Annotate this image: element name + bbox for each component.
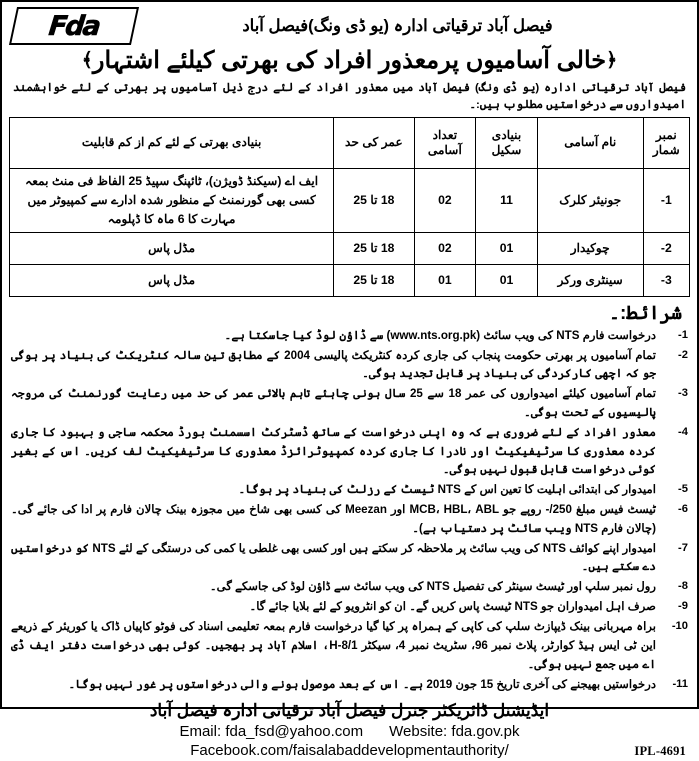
cell-qualification: مڈل پاس [10,232,334,264]
website-value[interactable]: fda.gov.pk [451,722,520,740]
page-title [82,46,618,76]
condition-text: معذور افراد کے لئے ضروری ہے کہ وہ اپنی درخواست کے ساتھ ڈسٹرکٹ اسسمنٹ بورڈ محکمہ ساجی و بہبود کا جاری کردہ معذوری کا سرٹیفیکیٹ اور نادرا کا جاری کردہ کمپیوٹرائزڈ معذوری کا سرٹیفیکیٹ لف کریں۔ اس کے بغیر کوئی درخواست قابل قبول نہیں ہوگی۔ [11,426,656,477]
organization-name: فیصل آباد ترقیاتی ادارہ (یو ڈی ونگ)فیصل آباد [242,17,553,35]
email-label: Email: [179,722,222,740]
column-header-number: تعداد آسامی [414,118,476,169]
condition-item [11,327,688,346]
fda-logo [9,7,139,45]
condition-number: 7- [678,541,688,554]
cell-number: 01 [414,264,476,296]
cell-scale: 01 [476,264,538,296]
column-header-serial: نمبر شمار [643,118,689,169]
vacancies-table [9,117,690,297]
intro-paragraph: فیصل آباد ترقیاتی ادارہ (یو ڈی ونگ) فیصل آباد میں معذور افراد کے لئے درج ذیل آسامیوں پر بھرتی کے لئے خواہشمند امیدواروں سے درخواستیں مطلوب ہیں:۔ [13,82,686,111]
condition-number: 2- [678,348,688,361]
title-banner [9,46,690,76]
condition-text: درخواستیں بھیجنے کی آخری تاریخ 15 جون 2019 ہے۔ اس کے بعد موصول ہونے والی درخواستوں پر غور نہیں ہوگا۔ [68,677,656,691]
cell-number: 02 [414,232,476,264]
conditions-list [9,327,690,696]
cell-age: 18 تا 25 [334,264,414,296]
column-header-age: عمر کی حد [334,118,414,169]
condition-text: تمام آسامیوں پر بھرتی حکومت پنجاب کی جاری کردہ کنٹریکٹ پالیسی 2004 کے مطابق تین سالہ کنٹریکٹ کی بنیاد پر ہوگی جو کہ اچھی کارکردگی کی بنیاد پر قابل تجدید ہوگی۔ [11,348,656,381]
table-row [10,169,690,233]
email-value[interactable]: fda_fsd@yahoo.com [225,722,364,740]
website-entry [389,723,519,740]
conditions-heading: شرائط:۔ [608,302,682,324]
condition-item [11,385,688,422]
cell-scale: 01 [476,232,538,264]
condition-item [11,618,688,674]
condition-number: 5- [678,483,688,496]
cell-post: جونیئر کلرک [537,169,643,233]
fda-logo-text: Fda [47,10,101,42]
condition-number: 9- [678,600,688,613]
table-row [10,232,690,264]
email-entry [179,723,363,740]
cell-serial: 1- [643,169,689,233]
condition-item [11,598,688,617]
facebook-link[interactable]: Facebook.com/faisalabaddevelopmentauthority/ [190,741,509,759]
condition-number: 4- [678,426,688,439]
header [9,7,690,45]
cell-serial: 2- [643,232,689,264]
website-label: Website: [389,722,448,740]
cell-post: سینٹری ورکر [537,264,643,296]
cell-age: 18 تا 25 [334,169,414,233]
condition-text: امیدوار اپنے کوائف NTS کی ویب سائٹ پر ملاحظہ کر سکتے ہیں اور کسی بھی غلطی یا کمی کی درستگی کے لئے NTS کو درخواستیں دے سکتے ہیں۔ [11,541,657,574]
condition-item [11,540,688,577]
ornament-right-icon: ﴾ [81,50,93,71]
ornament-left-icon: ﴿ [606,50,618,71]
footer [9,696,690,761]
condition-item [11,347,688,384]
condition-item [11,578,688,597]
condition-item [11,424,688,480]
condition-number: 6- [678,503,688,516]
signature-line: ایڈیشنل ڈائریکٹر جنرل فیصل آباد ترقیاتی ادارہ فیصل آباد [149,700,550,720]
table-header-row [10,118,690,169]
cell-qualification: ایف اے (سیکنڈ ڈویژن)، ٹائپنگ سپیڈ 25 الفاظ فی منٹ بمعہ کسی بھی گورنمنٹ کے منظور شدہ ادارے سے کمپیوٹر میں مہارت کا 6 ماہ کا ڈپلومہ [10,169,334,233]
column-header-scale: بنیادی سکیل [476,118,538,169]
cell-scale: 11 [476,169,538,233]
condition-number: 1- [678,328,688,341]
condition-number: 10- [671,620,688,633]
cell-serial: 3- [643,264,689,296]
page-title-text: خالی آسامیوں پرمعذور افراد کی بھرتی کیلئے اشتہار [92,47,607,74]
condition-number: 3- [678,387,688,400]
contact-row [9,723,690,740]
column-header-qualification: بنیادی بھرتی کے لئے کم از کم قابلیت [10,118,334,169]
table-row [10,264,690,296]
cell-age: 18 تا 25 [334,232,414,264]
cell-number: 02 [414,169,476,233]
cell-post: چوکیدار [537,232,643,264]
condition-text: براہ مہربانی بینک ڈیپازٹ سلپ کی کاپی کے ہمراہ پر کیا گیا درخواست فارم بمعہ تعلیمی اسناد کی فوٹو کاپیاں ڈاک یا کوریئر کے ذریعے این ٹی ایس ہیڈ کوارٹر، پلاٹ نمبر 96، سٹریٹ نمبر 4، سیکٹر H-8/1، اسلام آباد پر بھجیں۔ کوئی بھی درخواست دفتر ایف ڈی اے میں جمع نہیں ہوگی۔ [11,620,656,671]
column-header-post: نام آسامی [537,118,643,169]
facebook-row [9,742,690,759]
condition-item [11,501,688,538]
reference-code: IPL-4691 [634,743,686,758]
condition-text: تمام آسامیوں کیلئے امیدواروں کی عمر 18 سے 25 سال ہونی چاہئے تاہم بالائی عمر کی حد میں رعایت گورنمنٹ کی مروجہ پالیسیوں کے تحت ہوگی۔ [11,387,657,419]
condition-item [11,481,688,500]
condition-number: 11- [672,677,688,690]
cell-qualification: مڈل پاس [10,264,334,296]
condition-text: درخواست فارم NTS کی ویب سائٹ (www.nts.org.pk) سے ڈاؤن لوڈ کیا جاسکتا ہے۔ [224,328,656,342]
condition-item [11,676,688,695]
condition-text: ٹیسٹ فیس مبلغ 250/- روپے جو MCB، HBL، ABL اور Meezan کی کسی بھی شاخ میں مجوزہ بینک چالان فارم پر ادا کی جائے گی۔ (چالان فارم NTS ویب سائٹ پر دستیاب ہے)۔ [11,503,657,535]
condition-number: 8- [678,580,688,593]
condition-text: رول نمبر سلپ اور ٹیسٹ سینٹر کی تفصیل NTS کی ویب سائٹ سے ڈاؤن لوڈ کی جاسکے گی۔ [209,580,656,594]
condition-text: امیدوار کی ابتدائی اہلیت کا تعین اس کے NTS ٹیسٹ کے رزلٹ کی بنیاد پر ہوگا۔ [238,483,656,497]
table-body [10,169,690,297]
table-header [10,118,690,169]
condition-text: صرف اہل امیدواران جو NTS ٹیسٹ پاس کریں گے۔ ان کو انٹرویو کے لئے بلایا جائے گا۔ [249,600,656,614]
